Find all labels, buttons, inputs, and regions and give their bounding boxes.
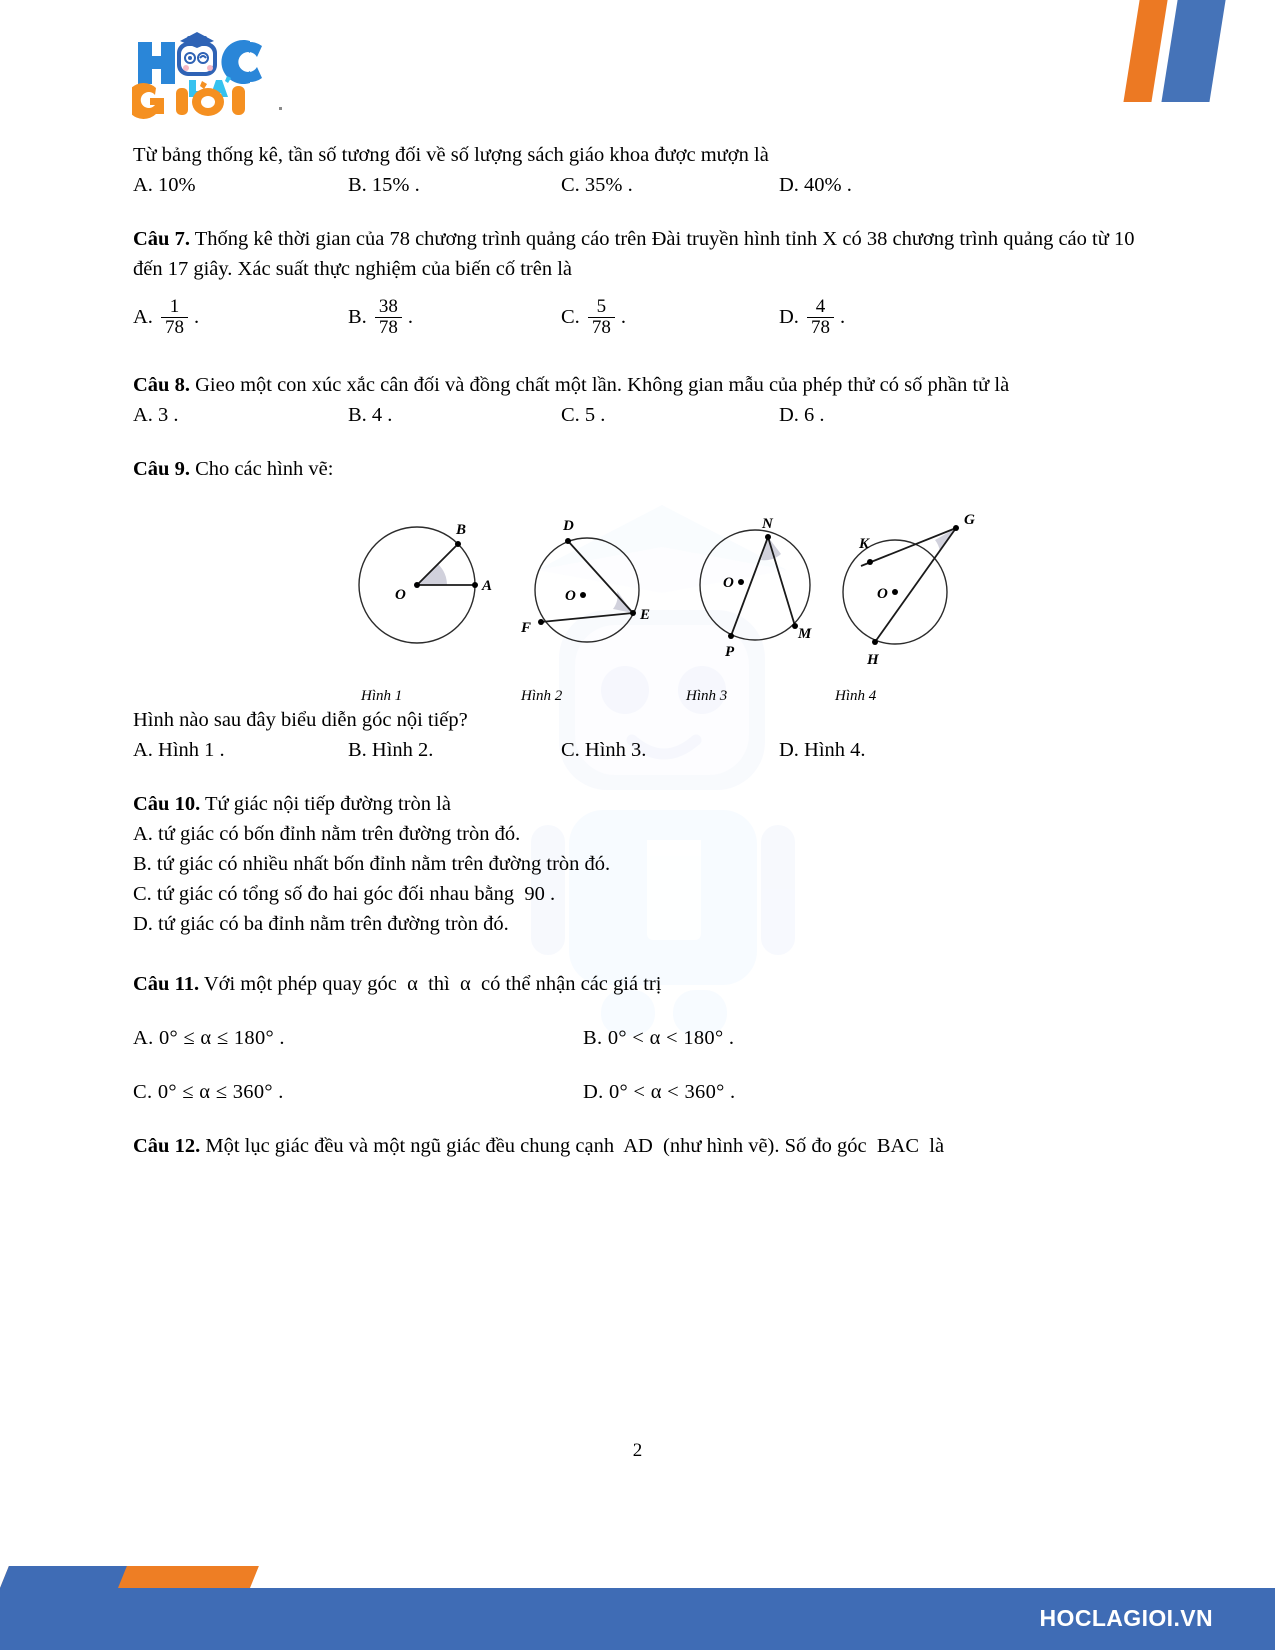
q8-stem: Gieo một con xúc xắc cân đối và đồng chất một lần. Không gian mẫu của phép thử có số phần tử là <box>189 374 1010 396</box>
svg-text:G: G <box>964 512 975 528</box>
q10-option-a[interactable]: A. tứ giác có bốn đỉnh nằm trên đường tròn đó. <box>133 823 521 845</box>
figure-2 <box>505 490 680 680</box>
q9-question: Hình nào sau đây biểu diễn góc nội tiếp? <box>133 709 468 731</box>
svg-text:B: B <box>456 522 467 538</box>
stray-dot <box>279 107 282 110</box>
q9-block <box>133 454 1143 484</box>
page-footer <box>0 1542 1275 1650</box>
q11-options-row-1 <box>133 1023 1143 1053</box>
q11-option-d[interactable]: D. 0° < α < 360° . <box>583 1081 736 1103</box>
q11-label: Câu 11. <box>133 973 200 995</box>
svg-text:O: O <box>565 588 576 604</box>
q7-option-a-fraction <box>161 297 188 338</box>
svg-text:F: F <box>521 620 532 636</box>
brand-logo <box>132 24 292 119</box>
q7-option-b-numerator: 38 <box>378 295 398 317</box>
q11-block <box>133 969 1143 999</box>
orange-accent-bar <box>1123 0 1168 102</box>
q7-option-a-tail: . <box>193 305 200 328</box>
q6-option-b[interactable]: B. 15% . <box>348 174 420 196</box>
figure-3-caption: Hình 3 <box>686 688 728 704</box>
svg-text:E: E <box>640 607 651 623</box>
corner-accent-bars <box>1100 0 1275 105</box>
q9-stem: Cho các hình vẽ: <box>189 458 334 480</box>
q8-option-b[interactable]: B. 4 . <box>348 404 393 426</box>
footer-blue-tab <box>0 1566 127 1588</box>
q10-option-d[interactable]: D. tứ giác có ba đỉnh nằm trên đường tròn đó. <box>133 913 509 935</box>
q9-option-c[interactable]: C. Hình 3. <box>561 739 647 761</box>
q6-stem: Từ bảng thống kê, tần số tương đối về số lượng sách giáo khoa được mượn là <box>133 144 769 166</box>
q7-option-a[interactable] <box>133 288 348 346</box>
q12-stem: Một lục giác đều và một ngũ giác đều chung cạnh AD (như hình vẽ). Số đo góc BAC là <box>200 1135 945 1157</box>
q12-block <box>133 1131 1143 1161</box>
q8-option-c[interactable]: C. 5 . <box>561 404 606 426</box>
page-header <box>0 0 1275 130</box>
q7-option-a-numerator: 1 <box>169 295 180 317</box>
svg-text:O: O <box>395 587 406 603</box>
q10-stem: Tứ giác nội tiếp đường tròn là <box>200 793 451 815</box>
q7-option-c-fraction <box>588 297 615 338</box>
q7-option-a-denominator: 78 <box>161 317 188 338</box>
q9-option-a[interactable]: A. Hình 1 . <box>133 739 225 761</box>
q7-option-d-tail: . <box>839 305 846 328</box>
q8-block <box>133 370 1143 400</box>
q9-options <box>133 735 1143 765</box>
blue-accent-bar <box>1161 0 1226 102</box>
q11-stem: Với một phép quay góc α thì α có thể nhận các giá trị <box>199 973 662 995</box>
q10-option-c-text: C. tứ giác có tổng số đo hai góc đối nhau bằng 90 . <box>133 883 556 905</box>
q8-option-a[interactable]: A. 3 . <box>133 404 179 426</box>
q9-label: Câu 9. <box>133 458 190 480</box>
svg-text:H: H <box>867 652 879 668</box>
q8-options <box>133 400 1143 430</box>
q9-figure-group <box>133 490 1143 705</box>
svg-text:O: O <box>877 586 888 602</box>
q7-option-b-fraction <box>375 297 402 338</box>
q10-option-c[interactable] <box>133 879 1143 909</box>
q7-option-c-tail: . <box>620 305 626 328</box>
q6-option-a[interactable]: A. 10% <box>133 174 196 196</box>
q6-option-d[interactable]: D. 40% . <box>779 174 852 196</box>
figure-4 <box>823 490 1003 680</box>
q7-option-c-letter: C. <box>561 305 580 328</box>
q7-option-c[interactable] <box>561 288 779 346</box>
q8-label: Câu 8. <box>133 374 190 396</box>
q7-option-d[interactable] <box>779 288 845 346</box>
q6-options <box>133 170 1143 200</box>
footer-site-label: HOCLAGIOI.VN <box>1039 1605 1213 1631</box>
q7-block <box>133 224 1143 284</box>
q7-option-b-letter: B. <box>348 305 367 328</box>
q7-option-c-denominator: 78 <box>588 317 615 338</box>
q8-option-d[interactable]: D. 6 . <box>779 404 825 426</box>
q12-label: Câu 12. <box>133 1135 201 1157</box>
svg-text:D: D <box>563 518 574 534</box>
svg-text:A: A <box>482 578 493 594</box>
q7-option-d-denominator: 78 <box>807 317 834 338</box>
q7-label: Câu 7. <box>133 228 190 250</box>
exam-content <box>133 140 1143 1161</box>
q11-option-c[interactable]: C. 0° ≤ α ≤ 360° . <box>133 1081 284 1103</box>
q7-option-b-tail: . <box>407 305 413 328</box>
page-number: 2 <box>632 1440 643 1461</box>
q7-option-d-letter: D. <box>779 305 799 328</box>
svg-text:O: O <box>723 575 734 591</box>
figure-3 <box>673 490 848 680</box>
figure-4-caption: Hình 4 <box>835 688 877 704</box>
q11-option-b[interactable]: B. 0° < α < 180° . <box>583 1027 735 1049</box>
q7-option-b-denominator: 78 <box>375 317 402 338</box>
q11-option-a[interactable]: A. 0° ≤ α ≤ 180° . <box>133 1027 285 1049</box>
q6-option-c[interactable]: C. 35% . <box>561 174 633 196</box>
q7-option-a-letter: A. <box>133 305 153 328</box>
q11-options-row-2 <box>133 1077 1143 1107</box>
q7-option-b[interactable] <box>348 288 561 346</box>
q7-option-d-numerator: 4 <box>815 295 826 317</box>
q10-block <box>133 789 1143 819</box>
svg-text:P: P <box>725 644 735 660</box>
q7-stem: Thống kê thời gian của 78 chương trình quảng cáo trên Đài truyền hình tỉnh X có 38 chương trình quảng cáo từ 10 đến 17 giây. Xác suất thực nghiệm của biến cố trên là <box>133 228 1140 280</box>
svg-text:M: M <box>798 626 812 642</box>
q9-option-b[interactable]: B. Hình 2. <box>348 739 434 761</box>
svg-text:K: K <box>859 536 870 552</box>
q7-option-c-numerator: 5 <box>596 295 607 317</box>
q9-option-d[interactable]: D. Hình 4. <box>779 739 866 761</box>
q10-label: Câu 10. <box>133 793 201 815</box>
figure-1-caption: Hình 1 <box>361 688 403 704</box>
q7-options <box>133 288 1143 346</box>
figure-1 <box>345 490 505 680</box>
q7-option-d-fraction <box>807 297 834 338</box>
figure-2-caption: Hình 2 <box>521 688 563 704</box>
svg-text:N: N <box>762 516 773 532</box>
q10-option-b[interactable]: B. tứ giác có nhiều nhất bốn đỉnh nằm trên đường tròn đó. <box>133 853 611 875</box>
